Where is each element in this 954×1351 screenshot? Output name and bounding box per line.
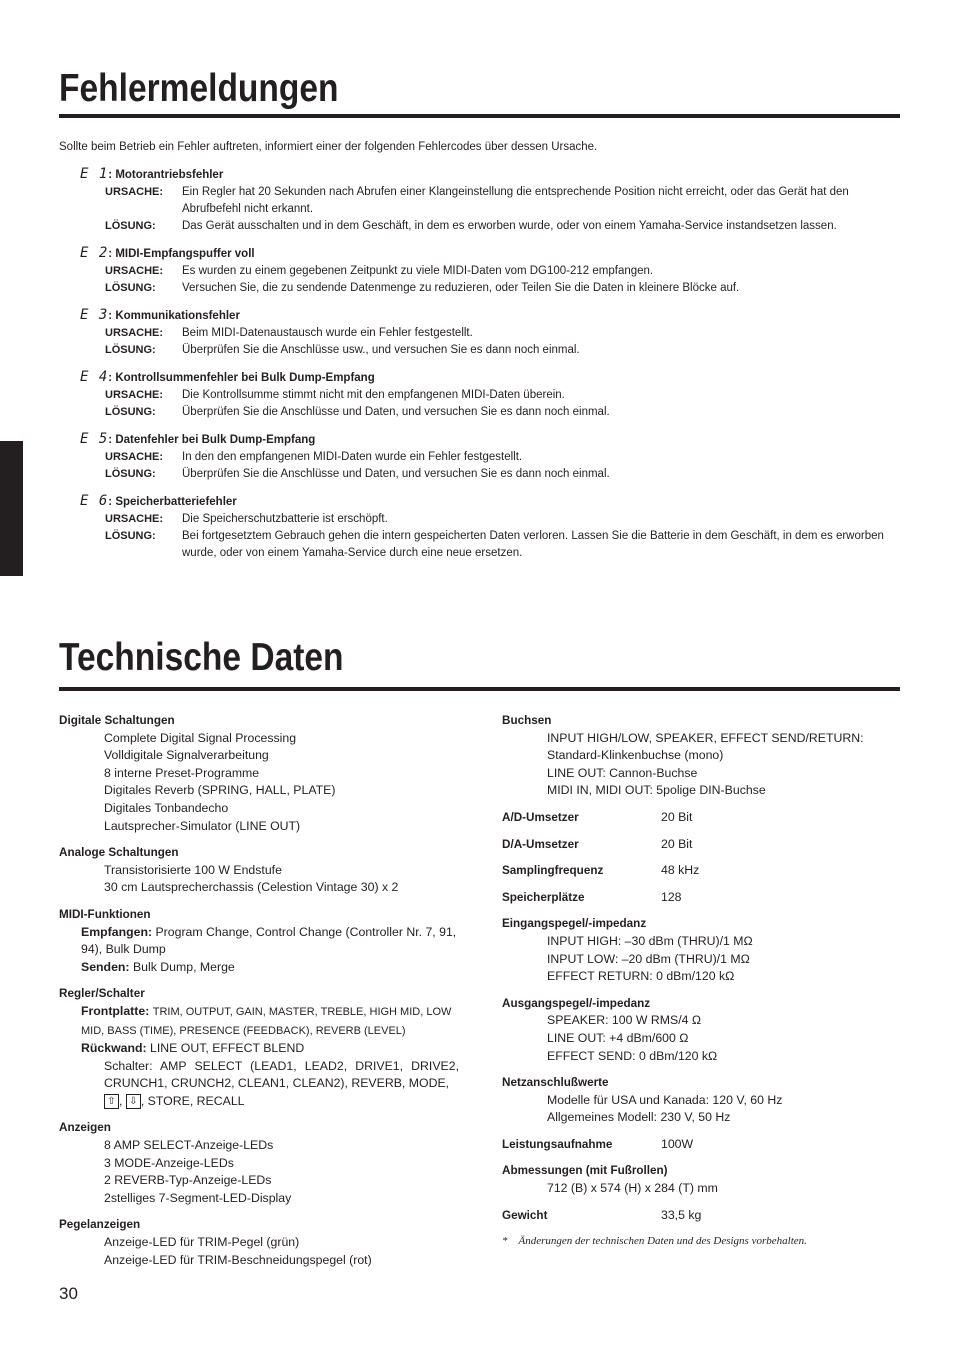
cause-text: Die Speicherschutzbatterie ist erschöpft. [182, 513, 388, 525]
spec-sublabel: Senden: [81, 959, 130, 974]
spec-displays [59, 1119, 459, 1207]
spec-line [59, 1003, 459, 1040]
chapter-tab [0, 441, 23, 576]
spec-heading: D/A-Umsetzer [502, 837, 579, 851]
spec-sublabel: Rückwand: [81, 1041, 147, 1056]
cause-label: URSACHE: [105, 327, 164, 339]
spec-line [59, 924, 459, 959]
spec-heading: Samplingfrequenz [502, 864, 604, 878]
error-code: E 2 [80, 245, 109, 261]
spec-sampling [502, 862, 900, 880]
footnote [502, 1233, 900, 1251]
spec-line: LINE OUT: +4 dBm/600 Ω [547, 1030, 689, 1045]
spec-heading: Eingangspegel/-impedanz [502, 917, 647, 931]
cause-text: Die Kontrollsumme stimmt nicht mit den empfangenen MIDI-Daten überein. [182, 389, 565, 401]
title-rule [59, 114, 900, 118]
spec-heading: Digitale Schaltungen [59, 714, 175, 727]
spec-line: Complete Digital Signal Processing [104, 730, 297, 745]
spec-line: Allgemeines Modell: 230 V, 50 Hz [547, 1110, 731, 1125]
down-arrow-icon: ⇩ [126, 1094, 141, 1109]
title-rule [59, 687, 900, 691]
cause-text: Ein Regler hat 20 Sekunden nach Abrufen einer Klangeinstellung die entsprechende Position nicht erreicht, oder das Gerät hat den Abrufbefehl nicht erkannt. [182, 186, 849, 215]
spec-heading: Gewicht [502, 1208, 548, 1222]
solution-text: Bei fortgesetztem Gebrauch gehen die intern gespeicherten Daten verloren. Lassen Sie die Batterie in dem Geschäft, in dem es erworben wurde, oder von einem Yamaha-Service durch eine neue ersetzen. [182, 530, 884, 559]
error-item [80, 369, 900, 421]
cause-label: URSACHE: [105, 513, 164, 525]
footnote-mark: * [502, 1235, 508, 1248]
spec-line: LINE OUT: Cannon-Buchse [547, 765, 698, 780]
spec-sublabel: Empfangen: [81, 924, 153, 939]
spec-line: 3 MODE-Anzeige-LEDs [104, 1155, 234, 1170]
error-title: : Datenfehler bei Bulk Dump-Empfang [108, 434, 316, 446]
spec-value: 128 [661, 889, 682, 904]
spec-line [59, 1058, 459, 1111]
solution-label: LÖSUNG: [105, 406, 156, 418]
spec-line: 2 REVERB-Typ-Anzeige-LEDs [104, 1173, 272, 1188]
page-number: 30 [59, 1284, 78, 1303]
spec-line: Lautsprecher-Simulator (LINE OUT) [104, 818, 301, 833]
spec-value: 20 Bit [661, 809, 693, 824]
solution-label: LÖSUNG: [105, 220, 156, 232]
spec-heading: Abmessungen (mit Fußrollen) [502, 1164, 668, 1178]
spec-weight [502, 1207, 900, 1225]
specs-left-column [59, 712, 459, 1278]
spec-jacks [502, 712, 900, 800]
spec-line: 8 interne Preset-Programme [104, 765, 260, 780]
error-title: : Speicherbatteriefehler [108, 496, 237, 508]
cause-text: In den den empfangenen MIDI-Daten wurde ein Fehler festgestellt. [182, 451, 523, 463]
page-title-errors: Fehlermeldungen [59, 67, 339, 110]
error-item [80, 307, 900, 359]
spec-heading: Buchsen [502, 714, 552, 727]
spec-da [502, 836, 900, 854]
error-code: E 4 [80, 369, 109, 385]
spec-output-level [502, 995, 900, 1065]
spec-heading: Ausgangspegel/-impedanz [502, 996, 651, 1010]
spec-line: 30 cm Lautsprecherchassis (Celestion Vintage 30) x 2 [104, 880, 399, 895]
error-code: E 3 [80, 307, 109, 323]
spec-line: INPUT HIGH: –30 dBm (THRU)/1 MΩ [547, 933, 753, 948]
error-item [80, 431, 900, 483]
error-title: : Kommunikationsfehler [108, 310, 240, 322]
spec-value: 33,5 kg [661, 1207, 702, 1222]
spec-heading: Anzeigen [59, 1121, 111, 1135]
spec-line: Digitales Reverb (SPRING, HALL, PLATE) [104, 783, 336, 798]
intro-text: Sollte beim Betrieb ein Fehler auftreten, informiert einer der folgenden Fehlercodes über dessen Ursache. [59, 141, 598, 153]
cause-label: URSACHE: [105, 451, 164, 463]
spec-dimensions [502, 1162, 900, 1197]
spec-value: 20 Bit [661, 836, 693, 851]
spec-line [59, 959, 459, 977]
spec-value: 100W [661, 1136, 694, 1151]
spec-line: MIDI IN, MIDI OUT: 5polige DIN-Buchse [547, 783, 766, 798]
spec-value: LINE OUT, EFFECT BLEND [150, 1041, 305, 1056]
solution-text: Überprüfen Sie die Anschlüsse und Daten, und versuchen Sie es dann noch einmal. [182, 468, 610, 480]
spec-midi [59, 906, 459, 976]
spec-value: Schalter: AMP SELECT (LEAD1, LEAD2, DRIVE1, DRIVE2, CRUNCH1, CRUNCH2, CLEAN1, CLEAN2), REVERB, MODE, [104, 1058, 459, 1091]
error-code: E 5 [80, 431, 109, 447]
spec-line: Anzeige-LED für TRIM-Beschneidungspegel (rot) [104, 1252, 372, 1267]
cause-label: URSACHE: [105, 186, 164, 198]
page-title-specs: Technische Daten [59, 636, 344, 679]
spec-heading: Pegelanzeigen [59, 1218, 141, 1232]
separator: , [119, 1093, 123, 1108]
spec-ad [502, 809, 900, 827]
spec-line: EFFECT RETURN: 0 dBm/120 kΩ [547, 969, 735, 984]
spec-line: INPUT HIGH/LOW, SPEAKER, EFFECT SEND/RETURN: Standard-Klinkenbuchse (mono) [547, 730, 864, 763]
spec-heading: A/D-Umsetzer [502, 810, 579, 824]
specs-right-column [502, 712, 900, 1251]
cause-text: Es wurden zu einem gegebenen Zeitpunkt zu viele MIDI-Daten vom DG100-212 empfangen. [182, 265, 654, 277]
spec-line: SPEAKER: 100 W RMS/4 Ω [547, 1013, 702, 1028]
spec-analog [59, 844, 459, 897]
spec-meters [59, 1216, 459, 1269]
solution-text: Das Gerät ausschalten und in dem Geschäft, in dem es erworben wurde, oder von einem Yamaha-Service instandsetzen lassen. [182, 220, 837, 232]
up-arrow-icon: ⇧ [104, 1094, 119, 1109]
spec-line: 8 AMP SELECT-Anzeige-LEDs [104, 1138, 274, 1153]
spec-sublabel: Frontplatte: [81, 1003, 150, 1018]
spec-line: INPUT LOW: –20 dBm (THRU)/1 MΩ [547, 951, 750, 966]
spec-line: Modelle für USA und Kanada: 120 V, 60 Hz [547, 1092, 783, 1107]
spec-value: Bulk Dump, Merge [132, 959, 235, 974]
error-list [80, 166, 900, 572]
spec-digital [59, 712, 459, 835]
spec-controls [59, 985, 459, 1110]
spec-line: Digitales Tonbandecho [104, 800, 229, 815]
error-code: E 1 [80, 166, 109, 182]
cause-label: URSACHE: [105, 389, 164, 401]
error-item [80, 166, 900, 235]
spec-heading: Speicherplätze [502, 890, 585, 904]
spec-heading: MIDI-Funktionen [59, 907, 151, 921]
solution-label: LÖSUNG: [105, 344, 156, 356]
spec-line: Anzeige-LED für TRIM-Pegel (grün) [104, 1235, 300, 1250]
solution-text: Überprüfen Sie die Anschlüsse und Daten, und versuchen Sie es dann noch einmal. [182, 406, 610, 418]
spec-heading: Regler/Schalter [59, 987, 145, 1001]
spec-consumption [502, 1136, 900, 1154]
solution-text: Überprüfen Sie die Anschlüsse usw., und versuchen Sie es dann noch einmal. [182, 344, 580, 356]
footnote-text: Änderungen der technischen Daten und des Designs vorbehalten. [518, 1235, 807, 1248]
spec-value: 48 kHz [661, 863, 700, 878]
solution-label: LÖSUNG: [105, 530, 156, 542]
solution-label: LÖSUNG: [105, 282, 156, 294]
error-item [80, 493, 900, 562]
spec-input-level [502, 915, 900, 985]
error-title: : Motorantriebsfehler [108, 169, 224, 181]
spec-line [59, 1040, 459, 1058]
cause-text: Beim MIDI-Datenaustausch wurde ein Fehler festgestellt. [182, 327, 473, 339]
spec-line: EFFECT SEND: 0 dBm/120 kΩ [547, 1048, 718, 1063]
spec-line: Volldigitale Signalverarbeitung [104, 748, 269, 763]
spec-power [502, 1074, 900, 1127]
cause-label: URSACHE: [105, 265, 164, 277]
error-title: : Kontrollsummenfehler bei Bulk Dump-Empfang [108, 372, 375, 384]
spec-line: Transistorisierte 100 W Endstufe [104, 862, 282, 877]
spec-line: 712 (B) x 574 (H) x 284 (T) mm [547, 1181, 718, 1196]
error-code: E 6 [80, 493, 109, 509]
spec-heading: Netzanschlußwerte [502, 1076, 609, 1090]
spec-line: 2stelliges 7-Segment-LED-Display [104, 1190, 292, 1205]
spec-heading: Analoge Schaltungen [59, 846, 179, 860]
spec-value: , STORE, RECALL [140, 1093, 245, 1108]
solution-label: LÖSUNG: [105, 468, 156, 480]
spec-value: Program Change, Control Change (Controller Nr. 7, 91, 94), Bulk Dump [81, 924, 457, 957]
error-title: : MIDI-Empfangspuffer voll [108, 248, 255, 260]
spec-value: TRIM, OUTPUT, GAIN, MASTER, TREBLE, HIGH MID, LOW MID, BASS (TIME), PRESENCE (FEEDBACK), REVERB (LEVEL) [81, 1005, 452, 1037]
solution-text: Versuchen Sie, die zu sendende Datenmenge zu reduzieren, oder Teilen Sie die Daten in kleinere Blöcke auf. [182, 282, 740, 294]
error-item [80, 245, 900, 297]
spec-memory [502, 889, 900, 907]
spec-heading: Leistungsaufnahme [502, 1137, 613, 1151]
